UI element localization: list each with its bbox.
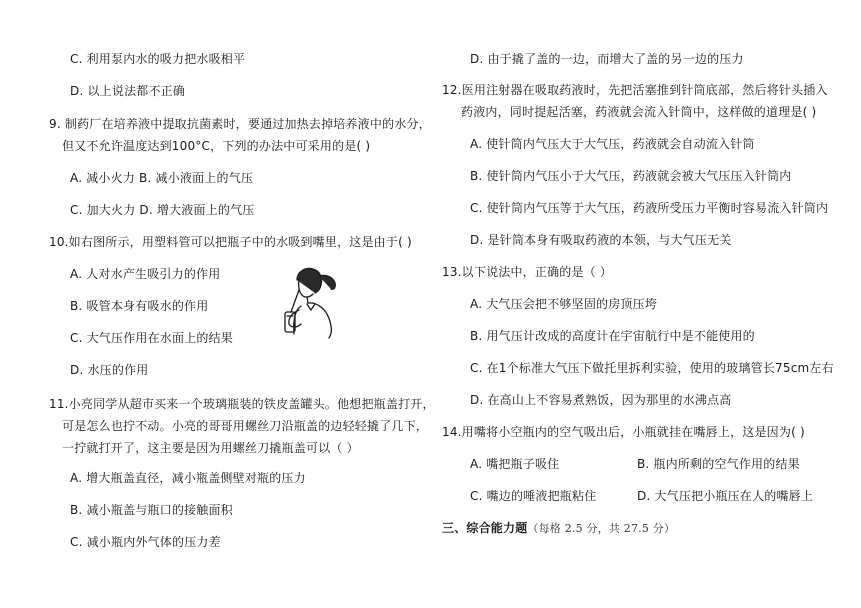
q13-option-b: B. 用气压计改成的高度计在宇宙航行中是不能使用的 xyxy=(470,329,755,343)
q9-stem-line2: 但又不允许温度达到100°C，下列的办法中可采用的是( ) xyxy=(62,139,371,153)
q12-stem-line2: 药液内，同时提起活塞，药液就会流入针筒中，这样做的道理是( ) xyxy=(461,105,817,119)
q10-option-b: B. 吸管本身有吸水的作用 xyxy=(70,299,209,313)
q14-option-a: A. 嘴把瓶子吸住 xyxy=(470,457,560,471)
q12-option-c: C. 使针筒内气压等于大气压，药液所受压力平衡时容易流入针筒内 xyxy=(470,201,829,215)
section-3-heading xyxy=(442,520,675,537)
q13-stem: 13.以下说法中，正确的是（ ） xyxy=(442,265,613,279)
q14-stem: 14.用嘴将小空瓶内的空气吸出后，小瓶就挂在嘴唇上，这是因为( ) xyxy=(442,425,805,439)
q9-options-row1: A. 减小火力 B. 减小液面上的气压 xyxy=(70,171,254,185)
q14-option-b: B. 瓶内所剩的空气作用的结果 xyxy=(637,457,800,471)
q8-option-d: D. 以上说法都不正确 xyxy=(70,84,186,98)
q12-option-b: B. 使针筒内气压小于大气压，药液就会被大气压压入针筒内 xyxy=(470,169,792,183)
q11-stem-line2: 可是怎么也拧不动。小亮的哥哥用螺丝刀沿瓶盖的边轻轻撬了几下， xyxy=(62,419,429,433)
section-3-note: （每格 2.5 分，共 27.5 分） xyxy=(527,522,676,535)
q13-option-d: D. 在高山上不容易煮熟饭，因为那里的水沸点高 xyxy=(470,393,732,407)
q9-options-row2: C. 加大火力 D. 增大液面上的气压 xyxy=(70,203,255,217)
q11-stem-line3: 一拧就打开了，这主要是因为用螺丝刀撬瓶盖可以（ ） xyxy=(62,441,359,455)
q10-stem: 10.如右图所示，用塑料管可以把瓶子中的水吸到嘴里，这是由于( ) xyxy=(49,235,412,249)
person-drinking-with-straw-icon xyxy=(279,266,341,340)
q10-option-d: D. 水压的作用 xyxy=(70,363,149,377)
q11-option-b: B. 减小瓶盖与瓶口的接触面积 xyxy=(70,503,233,517)
q9-stem-line1: 9. 制药厂在培养液中提取抗菌素时，要通过加热去掉培养液中的水分， xyxy=(49,117,431,131)
q13-option-c: C. 在1个标准大气压下做托里拆利实验，使用的玻璃管长75cm左右 xyxy=(470,361,834,375)
q12-option-d: D. 是针筒本身有吸取药液的本领，与大气压无关 xyxy=(470,233,732,247)
q11-option-d: D. 由于撬了盖的一边，而增大了盖的另一边的压力 xyxy=(470,52,744,66)
q11-option-a: A. 增大瓶盖直径，减小瓶盖侧壁对瓶的压力 xyxy=(70,471,306,485)
q12-stem-line1: 12.医用注射器在吸取药液时，先把活塞推到针筒底部，然后将针头插入 xyxy=(442,83,828,97)
q10-option-c: C. 大气压作用在水面上的结果 xyxy=(70,331,234,345)
q13-option-a: A. 大气压会把不够坚固的房顶压垮 xyxy=(470,297,658,311)
q11-option-c: C. 减小瓶内外气体的压力差 xyxy=(70,535,221,549)
q14-option-d: D. 大气压把小瓶压在人的嘴唇上 xyxy=(637,489,814,503)
q10-option-a: A. 人对水产生吸引力的作用 xyxy=(70,267,221,281)
section-3-title: 三、综合能力题 xyxy=(442,521,528,535)
q14-option-c: C. 嘴边的唾液把瓶粘住 xyxy=(470,489,597,503)
q11-stem-line1: 11.小亮同学从超市买来一个玻璃瓶装的铁皮盖罐头。他想把瓶盖打开， xyxy=(49,397,435,411)
q8-option-c: C. 利用泵内水的吸力把水吸相平 xyxy=(70,52,246,66)
q12-option-a: A. 使针筒内气压大于大气压，药液就会自动流入针筒 xyxy=(470,137,755,151)
